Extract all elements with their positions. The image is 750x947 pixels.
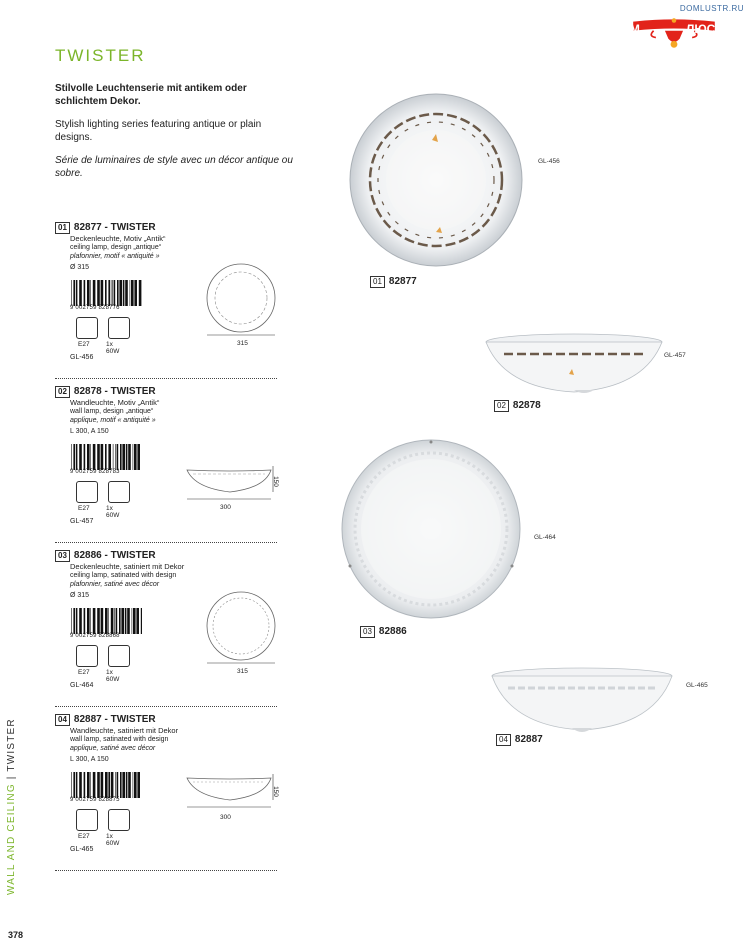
bulb-icon: [108, 481, 130, 503]
intro-german: Stilvolle Leuchtenserie mit antikem oder schlichtem Dekor.: [55, 83, 247, 107]
bulb-icon: [108, 317, 130, 339]
desc-english: wall lamp, design „antique“: [70, 408, 154, 415]
series-side-label: TWISTER: [6, 718, 17, 772]
socket-label: E27: [78, 669, 90, 676]
desc-french: plafonnier, satiné avec décor: [70, 581, 160, 588]
caption-code: 82877: [388, 276, 417, 287]
glass-code: GL-457: [70, 518, 94, 525]
product-image-82878: [484, 332, 664, 402]
product-image-82877: [348, 92, 524, 268]
caption-code: 82887: [514, 734, 543, 745]
bulb-icon: [108, 645, 130, 667]
product-block: [55, 550, 277, 689]
desc-german: Deckenleuchte, satiniert mit Dekor: [70, 562, 185, 571]
ceiling-mount-icon: [76, 809, 98, 831]
desc-french: applique, motif « antiquité »: [70, 417, 156, 424]
power-label: 1x 60W: [106, 669, 120, 683]
barcode-icon: [70, 280, 142, 306]
intro-french: Série de luminaires de style avec un décor antique ou sobre.: [55, 155, 293, 179]
image-caption: [360, 626, 407, 638]
image-caption: [494, 400, 541, 412]
caption-number: 02: [494, 400, 509, 412]
desc-french: applique, satiné avec décor: [70, 745, 156, 752]
image-caption: [370, 276, 417, 288]
product-number: 03: [55, 550, 70, 562]
product-number: 04: [55, 714, 70, 726]
dimension: Ø 315: [70, 264, 90, 271]
desc-french: plafonnier, motif « antiquité »: [70, 253, 160, 260]
bulb-icon: [108, 809, 130, 831]
barcode-icon: [70, 772, 142, 798]
dimension: Ø 315: [70, 592, 90, 599]
drawing-height-label: 150: [271, 786, 279, 797]
product-image-82886: [340, 438, 522, 620]
logo-word-right: ЛЮСТР: [686, 22, 731, 36]
round-lamp-drawing-icon: [205, 590, 277, 665]
logo-url: DOMLUSTR.RU: [679, 4, 744, 13]
dimension: L 300, A 150: [70, 756, 109, 763]
image-caption: [496, 734, 543, 746]
glass-code: GL-465: [70, 846, 94, 853]
socket-label: E27: [78, 341, 90, 348]
section-divider: [55, 378, 277, 379]
round-lamp-drawing-icon: [205, 262, 277, 337]
barcode-number: 9 002759 828868: [70, 633, 120, 639]
wall-lamp-drawing-icon: [185, 774, 275, 810]
product-title: 82878 - TWISTER: [73, 386, 156, 397]
product-number: 01: [55, 222, 70, 234]
desc-english: ceiling lamp, design „antique“: [70, 244, 162, 251]
caption-number: 01: [370, 276, 385, 288]
drawing-width-label: 300: [220, 814, 231, 821]
series-title: TWISTER: [55, 46, 146, 65]
side-divider: |: [6, 775, 17, 780]
product-title: 82877 - TWISTER: [73, 222, 156, 233]
power-label: 1x 60W: [106, 833, 120, 847]
section-divider: [55, 542, 277, 543]
drawing-height-label: 150: [271, 476, 279, 487]
product-title: 82886 - TWISTER: [73, 550, 156, 561]
product-number: 02: [55, 386, 70, 398]
product-block: [55, 222, 277, 361]
caption-code: 82886: [378, 626, 407, 637]
glass-ref: GL-464: [534, 534, 556, 541]
power-label: 1x 60W: [106, 505, 120, 519]
page-number: 378: [8, 930, 24, 940]
ceiling-mount-icon: [76, 481, 98, 503]
barcode-number: 9 002759 828875: [70, 797, 120, 803]
glass-code: GL-456: [70, 354, 94, 361]
glass-ref: GL-456: [538, 158, 560, 165]
desc-english: wall lamp, satinated with design: [70, 736, 169, 743]
caption-number: 03: [360, 626, 375, 638]
socket-label: E27: [78, 505, 90, 512]
glass-code: GL-464: [70, 682, 94, 689]
dimension: L 300, A 150: [70, 428, 109, 435]
glass-ref: GL-457: [664, 352, 686, 359]
glass-ref: GL-465: [686, 682, 708, 689]
ceiling-mount-icon: [76, 645, 98, 667]
section-divider: [55, 706, 277, 707]
product-block: [55, 714, 279, 853]
product-block: [55, 386, 279, 525]
barcode-icon: [70, 444, 142, 470]
desc-german: Deckenleuchte, Motiv „Antik“: [70, 234, 166, 243]
category-side-label: [6, 718, 17, 895]
product-title: 82887 - TWISTER: [73, 714, 156, 725]
drawing-width-label: 315: [237, 668, 248, 675]
socket-label: E27: [78, 833, 90, 840]
ceiling-mount-icon: [76, 317, 98, 339]
brand-logo: [598, 0, 750, 78]
barcode-icon: [70, 608, 142, 634]
barcode-number: 9 002759 828783: [70, 469, 120, 475]
power-label: 1x 60W: [106, 341, 120, 355]
section-divider: [55, 870, 277, 871]
product-image-82887: [490, 666, 674, 740]
desc-german: Wandleuchte, satiniert mit Dekor: [70, 726, 179, 735]
desc-german: Wandleuchte, Motiv „Antik“: [70, 398, 160, 407]
caption-code: 82878: [512, 400, 541, 411]
drawing-width-label: 300: [220, 504, 231, 511]
desc-english: ceiling lamp, satinated with design: [70, 572, 177, 579]
intro-english: Stylish lighting series featuring antique or plain designs.: [55, 119, 262, 143]
drawing-width-label: 315: [237, 340, 248, 347]
barcode-number: 9 002759 828776: [70, 305, 120, 311]
caption-number: 04: [496, 734, 511, 746]
wall-lamp-drawing-icon: [185, 466, 275, 502]
category-label: WALL AND CEILING: [6, 783, 17, 895]
logo-word-left: ДОМ: [612, 22, 640, 36]
